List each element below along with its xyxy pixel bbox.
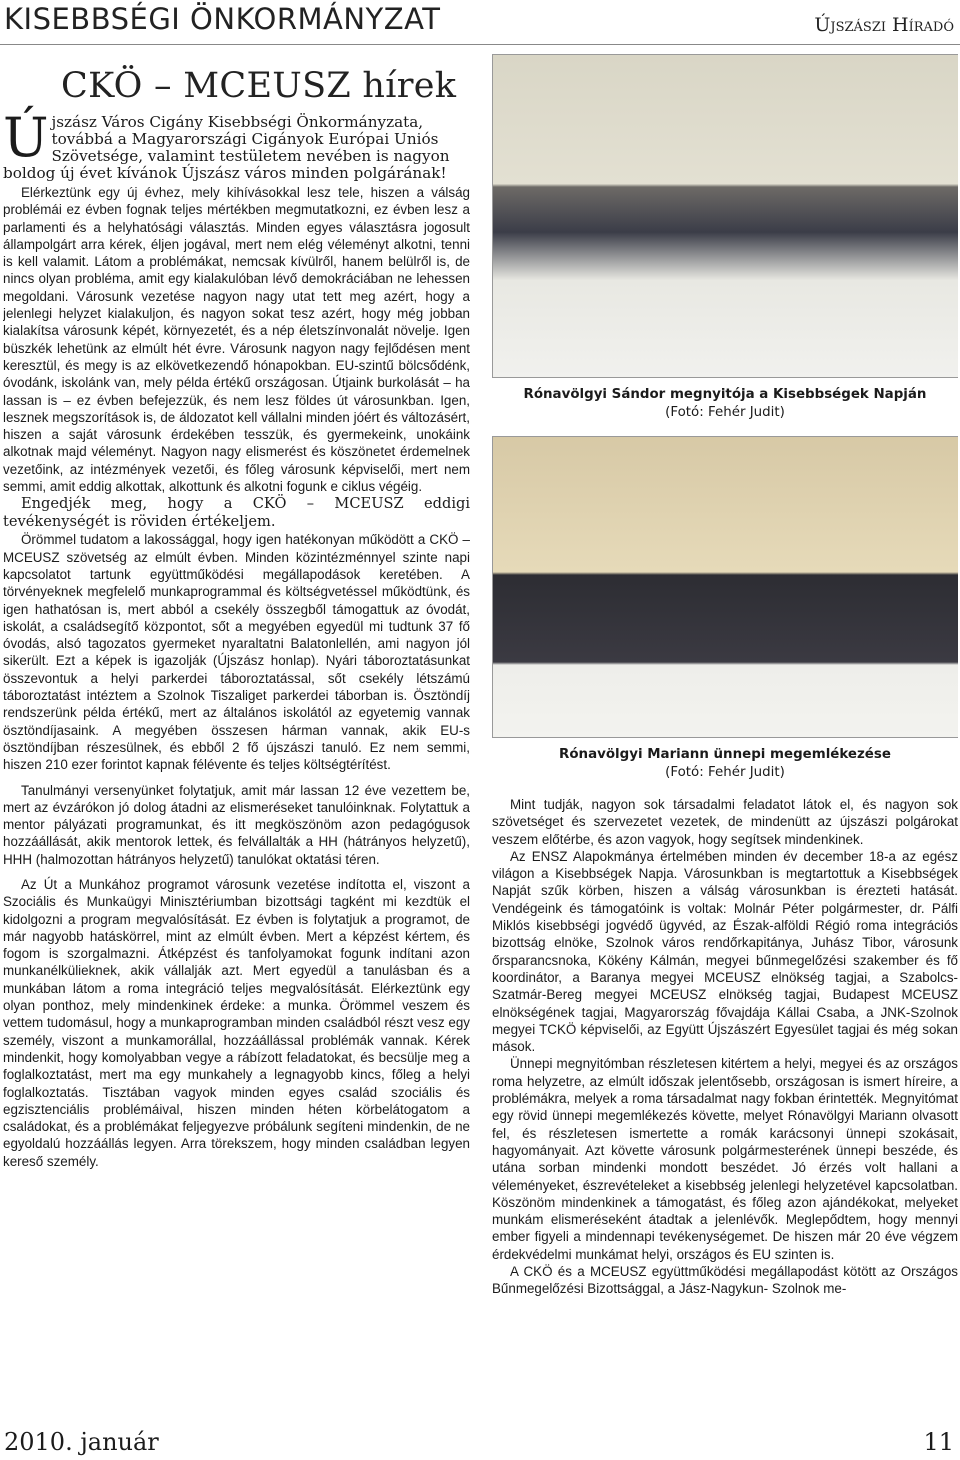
page-footer xyxy=(0,1428,960,1460)
paragraph: Elérkeztünk egy új évhez, mely kihívásokkal lesz tele, hiszen a válság problémái ez évben fognak teljes mértékben megmutatkozni, ez évben lesz a parlamenti és a helyhatósági választás. Minden egyes választásra jogosult állampolgárt arra kérek, éljen jogával, mert nem elég véleményt alkotni, tenni is kell valamit. Látom a problémákat, nemcsak kívülről, hanem belülről is, de nincs olyan probléma, amit egy kialakulóban lévő demokráciában ne lehessen megoldani. Városunk vezetése nagyon nagy utat tett meg azért, hogy a jelenlegi helyzet kialakuljon, és nagyon sokat tesz azért, hogy még jobban kialakítsa városunk képét, környezetét, és a nép életszínvonalát növelje. Igen büszkék lehetünk az elmúlt hét évre. Városunk nagyon nagy fejlődésen ment keresztül, és megy is az elkövetkezendő hónapokban. EU-szintű bölcsődénk, óvodánk, iskolánk van, mely példa értékű országosan. Útjaink burkolását – ha lassan is – ez évben befejezzük, és nem lesz földes út városunkban. Igen, lesznek megszorítások is, de áldozatot kell vállalni minden jóért és változásért, hiszen a saját városunk érdekében tesszük, és gyermekeink, unokáink alkotnak majd véleményt. Nagyon nagy elismerést és köszönetet érdemelnek vezetőink, az intézmények vezetői, és főleg városunk képviselői, mert nem semmi, amit eddig alkottak, alkottunk és alkotni fogunk e ciklus végéig. xyxy=(3,185,470,495)
photo-commemoration xyxy=(492,436,958,738)
page-number: 11 xyxy=(923,1428,954,1456)
paragraph: Örömmel tudatom a lakossággal, hogy igen hatékonyan működött a CKÖ – MCEUSZ szövetség az elmúlt évben. Minden közintézménnyel szinte napi kapcsolatot tartunk együttműködési megállapodások keretében. A törvényeknek megfelelő munkaprogrammal és költségvetéssel működtünk, és igen hathatósan is, mert abból a csekély összegből támogattuk az óvodát, iskolát, a családsegítő központot, sőt a megyében egyedül mi tudtunk 37 fő óvodás, alsó tagozatos gyermeket nyaraltatni Balatonlellén, ami nagyon jól sikerült. Ezt a képek is igazolják (Újszász honlap). Nyári táboroztatásunkat összevontuk a helyi parkerdei táboroztatással, sőt csekély létszámú táboroztatást intéztem a Szolnok Tiszaliget parkerdei táborban is. Ösztöndíj rendszerünk példa értékű, mert az általános iskolától az egyetemig vannak ösztöndíjasaink. A megyében összesen hárman vannak, akik EU-s ösztöndíjban részesülnek, és ebből 2 fő újszászi tanuló. Ez nem semmi, hiszen 210 ezer forintot kapnak félévente és teljes költségtérítést. xyxy=(3,532,470,773)
page-header xyxy=(0,0,960,45)
paragraph: A CKÖ és a MCEUSZ együttműködési megállapodást kötött az Országos Bűnmegelőzési Bizottsággal, a Jász-Nagykun- Szolnok me- xyxy=(492,1264,958,1297)
article-body xyxy=(3,184,470,1170)
issue-date: 2010. január xyxy=(4,1428,159,1456)
caption-credit: (Fotó: Fehér Judit) xyxy=(665,405,785,420)
main-article-column xyxy=(3,62,470,1410)
right-column-text xyxy=(492,796,958,1298)
photo-opening-speech xyxy=(492,54,958,378)
article-lead xyxy=(3,106,470,182)
paragraph: Az ENSZ Alapokmánya értelmében minden év december 18-a az egész világon a Kisebbségek Napja. Városunkban is megtartottuk a Kisebbségek Napját szűk körben, hiszen a válság városunkban is érezteti hatását. Vendégeink és támogatóink is voltak: Molnár Péter polgármester, dr. Pálfi Miklós kisebbségi jogvédő ügyvéd, az Észak-alföldi Régió roma integrációs bizottság elnöke, Szolnok város rendőrkapitánya, Juhász Tibor, városunk őrsparancsnoka, Kökény Kálmán, megyei bűnmegelőzési szakember és fő koordinátor, a Baranya megyei MCEUSZ elnökség tagjai, a Szabolcs-Szatmár-Bereg megyei MCEUSZ elnökség tagjai, Budapest MCEUSZ elnökségének tagjai, Magyarország fővajdája Kállai Csaba, a JNK-Szolnok megyei TCKÖ képviselői, az Együtt Újszászért Egyesület tagjai és még sokan mások. xyxy=(492,848,958,1055)
journal-name: Újszászi Híradó xyxy=(814,14,954,36)
photo-column xyxy=(492,54,958,1414)
photo-caption-1 xyxy=(492,386,958,422)
caption-title: Rónavölgyi Sándor megnyitója a Kisebbségek Napján xyxy=(523,387,927,402)
subheading: Engedjék meg, hogy a CKÖ – MCEUSZ eddigi tevékenységét is röviden értékeljem. xyxy=(3,495,470,531)
photo-caption-2 xyxy=(492,746,958,782)
lead-text: jszász Város Cigány Kisebbségi Önkormányzata, továbbá a Magyarországi Cigányok Európai Uniós Szövetsége, valamint testületem nevében is nagyon boldog új évet kívánok Újszász város minden polgárának! xyxy=(3,113,450,182)
paragraph: Az Út a Munkához programot városunk vezetése indította el, viszont a Szociális és Munkaügyi Minisztériumban bizottsági tagként mi kezdtük el kidolgozni a program megvalósítását. Ez évben is folytatjuk a programot, de már nagyobb hatáskörrel, mint az elmúlt évben. Mert a képzést kértem, és fogom is szorgalmazni. Átképzést és tanfolyamokat fogunk indítani azon munkanélkülieknek, akik vállalják azt. Mert egyedül a tanulásban és a munkában látom a roma integráció teljes megvalósítását. Elérkeztünk egy olyan ponthoz, mely mindenkinek érdeke: a munka. Örömmel veszem és vettem tudomásul, hogy a munkaprogramban minden családból részt vesz egy személy, viszont a munkamorállal, hozzáállással problémák vannak. Kérek mindenkit, hogy komolyabban vegye a rábízott feladatokat, és becsülje meg a foglalkoztatást, mert ma egy munkahely a legnagyobb kincs, főleg a helyi foglalkoztatás. Tisztában vagyok minden egyes család szociális és egzisztenciális problémáival, hiszen minden héten körbelátogatom a családokat, és a problémákat feljegyezve próbálunk segíteni mindenkin, de ne egyoldalú hozzáállás legyen. Arra törekszem, hogy minden családban legyen kereső személy. xyxy=(3,876,470,1169)
paragraph: Tanulmányi versenyünket folytatjuk, amit már lassan 12 éve vezettem be, mert az évzárókon jó dolog átadni az elismeréseket tanulóinknak. Folytattuk a mentor pályázati programunkat, és itt megköszönöm azon pedagógusok hozzáállását, akik mentorok lettek, és felvállalták a HH (hátrányos helyzetű), HHH (halmozottan hátrányos helyzetű) tanulókat oktatási téren. xyxy=(3,782,470,867)
section-title: KISEBBSÉGI ÖNKORMÁNYZAT xyxy=(4,2,441,36)
drop-cap: Ú xyxy=(3,106,49,169)
caption-credit: (Fotó: Fehér Judit) xyxy=(665,765,785,780)
paragraph: Ünnepi megnyitómban részletesen kitértem a helyi, megyei és az országos roma helyzetre, az elmúlt időszak jelentősebb, országosan is ismert híreire, a problémákra, melyek a roma társadalmat nagy fokban érintették. Megnyitómat egy rövid ünnepi megemlékezés követte, melyet Rónavölgyi Mariann olvasott fel, és részletesen ismertette a romák karácsonyi ünnepi szokásait, hagyományait. Azt követte városunk polgármesterének ünnepi beszéde, és utána sorban mindenki mondott beszédet. Jó érzés volt hallani a véleményeket, észrevételeket a kisebbség jelenlegi helyzetével kapcsolatban. Köszönöm mindenkinek a támogatást, és főleg azon ajándékokat, melyeket munkám elismeréseként átadtak a jelenlévők. Meglepődtem, hogy mennyi ember figyeli a mindennapi tevékenységemet. De hiszen már 20 éve végzem érdekvédelmi munkámat helyi, országos és EU szinten is. xyxy=(492,1056,958,1262)
caption-title: Rónavölgyi Mariann ünnepi megemlékezése xyxy=(559,747,891,762)
article-title: CKÖ – MCEUSZ hírek xyxy=(61,66,457,106)
paragraph: Mint tudják, nagyon sok társadalmi feladatot látok el, és nagyon sok szövetséget és szervezetet vezetek, de mindenütt az újszászi polgárokat veszem előtérbe, és azon vagyok, hogy segítsek mindenkinek. xyxy=(492,797,958,847)
